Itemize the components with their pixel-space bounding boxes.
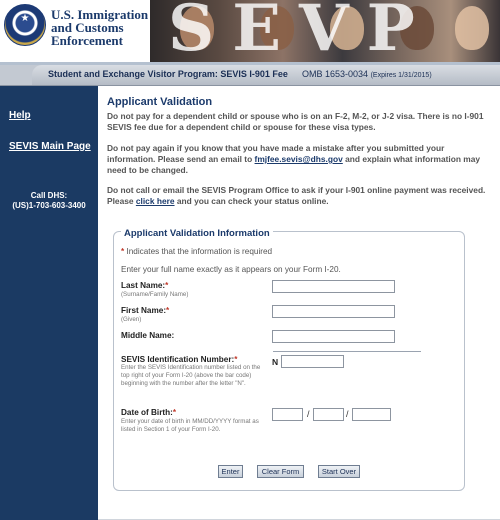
mistake-notice-text: Do not pay again if you know that you have made a mistake after you submitted your information. Please send an email to — [107, 143, 445, 164]
first-name-sub: (Given) — [121, 316, 142, 323]
mistake-notice — [107, 143, 495, 176]
agency-line-3: Enforcement — [51, 33, 123, 48]
email-link[interactable]: fmjfee.sevis@dhs.gov — [254, 154, 343, 164]
status-notice-text: Do not call or email the SEVIS Program Office to ask if your I-901 online payment was received. Please — [107, 185, 486, 206]
call-dhs-number: (US)1-703-603-3400 — [12, 201, 86, 210]
first-name-label — [121, 306, 169, 315]
agency-line-2: and Customs — [51, 20, 124, 35]
required-star: * — [121, 247, 125, 256]
dob-separator: / — [307, 409, 310, 419]
sidebar — [0, 86, 98, 520]
sevis-id-instructions: Enter the SEVIS Identification number listed on the top right of your Form I-20 (above the bar code) beginning with the number after the letter "N". — [121, 364, 261, 387]
banner-face — [455, 6, 489, 50]
agency-name — [51, 8, 148, 47]
sevis-id-prefix: N — [272, 357, 279, 367]
status-notice-text-end: and you can check your status online. — [174, 196, 329, 206]
name-instruction: Enter your full name exactly as it appears on your Form I-20. — [121, 265, 341, 274]
sevp-banner-image — [150, 0, 500, 62]
mistake-notice-text-end: and explain what information may need to be changed. — [107, 154, 481, 175]
first-name-label-text: First Name: — [121, 306, 167, 315]
dob-month-input[interactable] — [272, 408, 303, 421]
last-name-input[interactable] — [272, 280, 395, 293]
title-bar — [0, 65, 500, 86]
dependent-notice: Do not pay for a dependent child or spouse who is on an F-2, M-2, or J-2 visa. There is no I-901 SEVIS fee due for a dependent child or spouse for these visa types. — [107, 111, 484, 132]
help-link[interactable]: Help — [9, 110, 31, 121]
omb-code: OMB 1653-0034 — [302, 69, 369, 79]
last-name-sub: (Surname/Family Name) — [121, 291, 189, 298]
sevis-id-label — [121, 355, 237, 364]
dob-separator: / — [346, 409, 349, 419]
required-star: * — [234, 355, 238, 364]
last-name-label — [121, 281, 168, 290]
sevis-id-label-text: SEVIS Identification Number: — [121, 355, 235, 364]
banner-sevp-text: SEVP — [168, 0, 433, 62]
dob-day-input[interactable] — [313, 408, 344, 421]
first-name-input[interactable] — [272, 305, 395, 318]
required-star: * — [166, 306, 170, 315]
clear-form-button[interactable]: Clear Form — [257, 465, 304, 478]
required-note — [121, 247, 272, 256]
required-star: * — [165, 281, 169, 290]
start-over-button[interactable]: Start Over — [318, 465, 360, 478]
dob-instructions: Enter your date of birth in MM/DD/YYYY format as listed in Section 1 of your Form I-20. — [121, 418, 259, 433]
required-note-text: Indicates that the information is required — [124, 247, 273, 256]
form-legend: Applicant Validation Information — [121, 228, 273, 239]
section-divider — [273, 351, 421, 352]
middle-name-label: Middle Name: — [121, 331, 175, 340]
status-notice — [107, 185, 495, 207]
dhs-seal-logo: ★ — [4, 4, 46, 46]
dob-label-text: Date of Birth: — [121, 408, 173, 417]
click-here-link[interactable]: click here — [135, 196, 175, 206]
omb-expiration: (Expires 1/31/2015) — [370, 72, 432, 79]
program-title: Student and Exchange Visitor Program: SEVIS I-901 Fee — [48, 69, 288, 79]
omb-number — [302, 69, 432, 79]
dob-label — [121, 408, 176, 417]
sevis-id-input[interactable] — [281, 355, 344, 368]
middle-name-input[interactable] — [272, 330, 395, 343]
dob-year-input[interactable] — [352, 408, 391, 421]
header — [0, 0, 500, 62]
sevis-main-page-link[interactable]: SEVIS Main Page — [9, 141, 91, 152]
last-name-label-text: Last Name: — [121, 281, 166, 290]
agency-line-1: U.S. Immigration — [51, 7, 149, 22]
call-dhs-label: Call DHS: — [30, 191, 68, 200]
required-star: * — [172, 408, 177, 417]
enter-button[interactable]: Enter — [218, 465, 243, 478]
page-title: Applicant Validation — [107, 96, 213, 108]
